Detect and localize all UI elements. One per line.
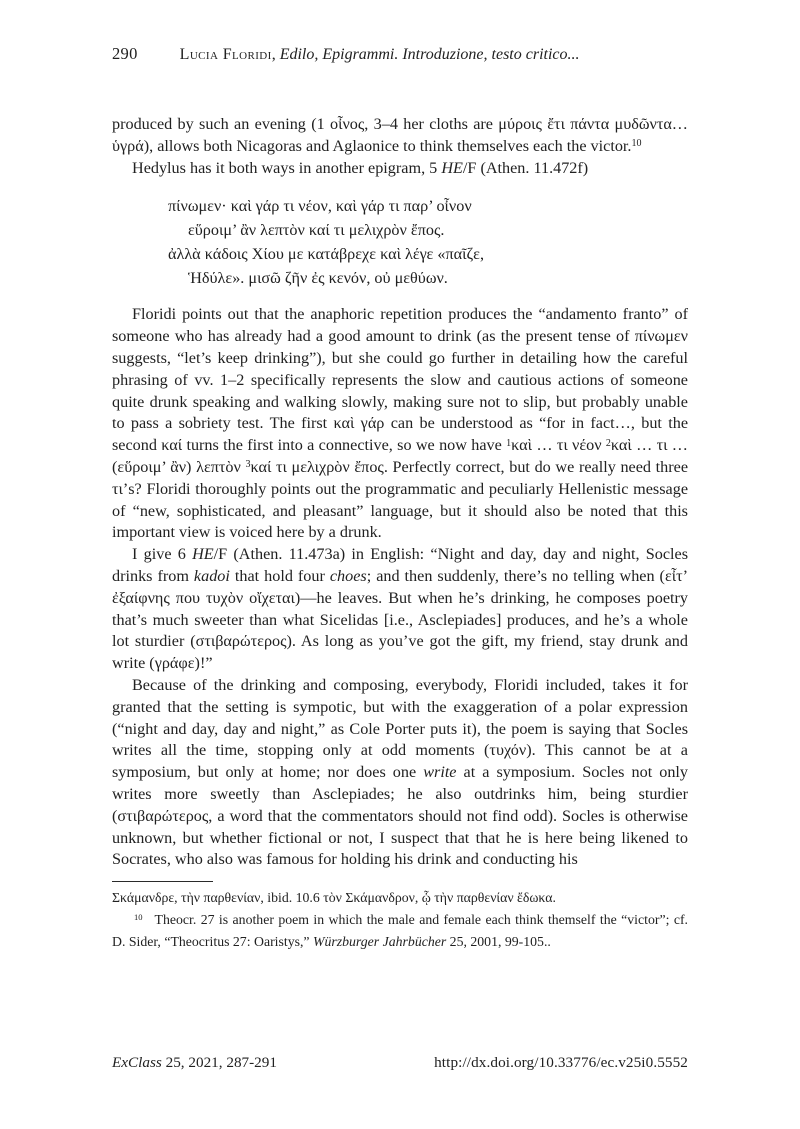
epigram-line-2: εὕροιμ’ ἂν λεπτὸν καί τι μελιχρὸν ἔπος. xyxy=(188,221,445,240)
epigram-line-1: πίνωμεν· καὶ γάρ τι νέον, καὶ γάρ τι παρ’ οἶνον xyxy=(168,197,472,216)
footnote-continuation: Σκάμανδρε, τὴν παρθενίαν, ibid. 10.6 τὸν Σκάμανδρον, ᾧ τὴν παρθενίαν ἔδωκα. xyxy=(112,890,556,906)
footnote-rule xyxy=(112,881,213,882)
page-number: 290 xyxy=(112,44,138,63)
article-body xyxy=(112,114,688,871)
footnotes xyxy=(112,881,688,952)
paragraph-hedylus: Hedylus has it both ways in another epigram, 5 HE/F (Athen. 11.472f) xyxy=(132,158,589,177)
page-footer xyxy=(112,1054,688,1072)
epigram-block xyxy=(168,194,688,290)
journal-citation: ExClass 25, 2021, 287-291 xyxy=(112,1054,277,1071)
paragraph-continuation: produced by such an evening (1 οἶνος, 3–4 her cloths are μύροις ἔτι πάντα μυδῶντα… ὑγρά), allows both Nicagoras and Aglaonice to think themselves each the victor.$^{10}$ xyxy=(112,115,688,155)
paragraph-because-of: Because of the drinking and composing, everybody, Floridi included, takes it for granted that the setting is sympotic, but with the exaggeration of a polar expression (“night and day, day and night,” as Cole Porter puts it), the poem is saying that Socles writes all the time, stopping only at odd moments (τυχόν). This cannot be at a symposium, but only at home; nor does one write at a symposium. Socles not only writes more sweetly than Asclepiades; he also outdrinks him, being sturdier (στιβαρώτερος, a word that the commentators should not find odd). Socles is otherwise unknown, but whether fictional or not, I suspect that that he is here being likened to Socrates, who also was famous for holding his drink and conducting his xyxy=(112,675,689,869)
paragraph-floridi-points: Floridi points out that the anaphoric repetition produces the “andamento franto” of someone who has already had a good amount to drink (as the present tense of πίνωμεν suggests, “let’s keep drinking”), but she could go further in detailing how the careful phrasing of vv. 1–2 specifically represents the slow and cautious actions of someone quite drunk speaking and walking slowly, making sure not to slip, but probably unable to pass a sobriety test. The first καὶ γάρ can be understood as “for in fact…, but the second καί turns the first into a connective, so we now have $^1$καὶ … τι νέον $^2$καὶ … τι … (εὕροιμ’ ἂν) λεπτὸν $^3$καί τι μελιχρὸν ἔπος. Perfectly correct, but do we really need three τι’s? Floridi thoroughly points out the programmatic and peculiarly Hellenistic message of “new, sophisticated, and pleasant” language, but it should also be noted that this important view is voiced here by a drunk. xyxy=(112,305,689,542)
epigram-line-4: Ἡδύλε». μισῶ ζῆν ἐς κενόν, οὐ μεθύων. xyxy=(188,269,448,288)
doi-link[interactable]: http://dx.doi.org/10.33776/ec.v25i0.5552 xyxy=(434,1054,688,1071)
running-head-text: Lucia Floridi, Edilo, Epigrammi. Introduzione, testo critico... xyxy=(179,46,580,63)
footnote-10: $^{10}$ Theocr. 27 is another poem in which the male and female each think themself the “victor”; cf. D. Sider, “Theocritus 27: Oaristys,” Würzburger Jahrbücher 25, 2001, 99-105.. xyxy=(112,911,688,949)
epigram-line-3: ἀλλὰ κάδοις Χίου με κατάβρεχε καὶ λέγε «παῖζε, xyxy=(168,245,484,264)
paragraph-i-give-6: I give 6 HE/F (Athen. 11.473a) in English: “Night and day, day and night, Socles drinks from kadoi that hold four choes; and then suddenly, there’s no telling when (εἶτ’ ἐξαίφνης που τυχὸν οἴχεται)—he leaves. But when he’s drinking, he composes poetry that’s much sweeter than what Sicelidas [i.e., Asclepiades] produces, and he’s a whole lot sturdier (στιβαρώτερος). As long as you’ve got the gift, my friend, stay drunk and write (γράφε)!” xyxy=(112,545,689,673)
running-head xyxy=(112,44,688,64)
